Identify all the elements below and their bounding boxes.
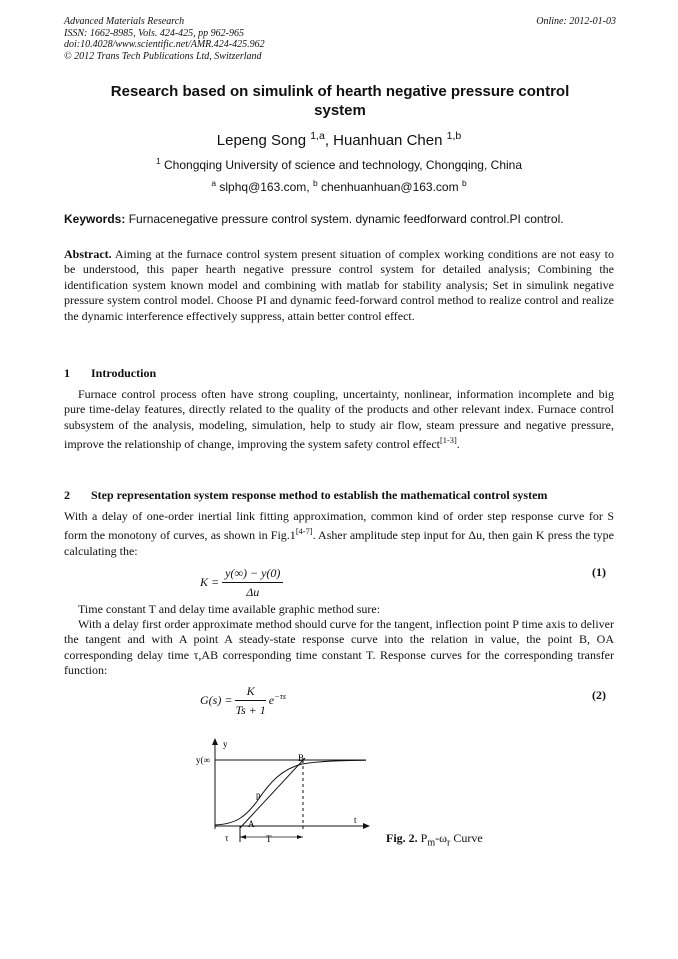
section-2-p1b: . Asher amplitude step input for Δu, then gain K press the type calculating the: <box>64 528 614 558</box>
caption-p: P <box>420 831 428 845</box>
eq1-fraction <box>222 566 283 600</box>
abstract-label: Abstract. <box>64 247 112 261</box>
author-1-sup: 1,a <box>310 130 325 142</box>
author-sep: , <box>324 132 334 149</box>
email-1: slphq@163.com <box>219 180 307 194</box>
author-2-sup: 1,b <box>446 130 462 142</box>
response-curve <box>215 760 366 825</box>
email-sup-a: a <box>211 178 217 188</box>
eq2-denominator: Ts + 1 <box>235 703 266 717</box>
authors <box>0 130 678 149</box>
section-2-heading <box>64 488 616 503</box>
paper-title: Research based on simulink of hearth negative pressure control system <box>110 83 570 119</box>
author-2: Huanhuan Chen <box>333 132 443 149</box>
equation-2 <box>200 684 286 718</box>
eq1-numerator: y(∞) − y(0) <box>222 566 283 583</box>
section-2-paragraph-1 <box>64 509 614 559</box>
section-2-paragraph-2: Time constant T and delay time available graphic method sure: <box>78 602 381 616</box>
eq2-numerator: K <box>235 684 265 701</box>
y-level-label: y(∞ <box>196 755 210 765</box>
section-2-number: 2 <box>64 488 70 502</box>
eq2-exp-base: e <box>268 692 275 707</box>
copyright: © 2012 Trans Tech Publications Ltd, Switzerland <box>64 50 262 62</box>
equation-1 <box>200 566 283 600</box>
email-sup-end: b <box>461 178 467 188</box>
point-b-label: B <box>298 753 305 763</box>
author-1: Lepeng Song <box>216 132 307 149</box>
eq1-label: (1) <box>592 565 606 579</box>
email-sep: , <box>306 180 313 194</box>
t-arrow-right <box>297 835 303 839</box>
email-2: chenhuanhuan@163.com <box>320 180 459 194</box>
section-2-paragraph-3: With a delay first order approximate method should curve for the tangent, inflection point P time axis to deliver the tangent and with A point A steady-state response curve into the relation in value, the point B, OA corresponding delay time τ,AB corresponding time constant T. Response curves for the corresponding transfer function: <box>64 617 614 678</box>
x-axis-label: t <box>354 815 357 825</box>
caption-omega: -ω <box>435 831 448 845</box>
point-a-label: A <box>248 819 255 829</box>
eq2-fraction <box>235 684 265 718</box>
section-1-number: 1 <box>64 366 70 380</box>
emails <box>0 178 678 194</box>
issn: ISSN: 1662-8985, Vols. 424-425, pp 962-965 <box>64 27 244 39</box>
t-label: T <box>266 834 272 844</box>
eq2-exponent: −τs <box>274 691 287 701</box>
eq1-denominator: Δu <box>246 585 260 599</box>
affiliation-sup: 1 <box>155 156 161 166</box>
eq2-lhs: G(s) = <box>200 692 233 707</box>
section-2-p1-ref: [4-7] <box>295 527 313 537</box>
y-axis-label: y <box>223 739 228 749</box>
journal-name: Advanced Materials Research <box>64 16 185 27</box>
figure-caption <box>386 831 483 848</box>
email-sup-b: b <box>312 178 318 188</box>
x-axis-arrow <box>363 823 370 829</box>
tau-label: τ <box>225 833 229 843</box>
t-arrow-left <box>240 835 246 839</box>
section-1-heading <box>64 366 616 381</box>
y-axis-arrow <box>212 738 218 745</box>
caption-curve: Curve <box>450 831 483 845</box>
doi: doi:10.4028/www.scientific.net/AMR.424-425.962 <box>64 39 265 50</box>
keywords <box>64 212 616 226</box>
tangent-line <box>240 758 305 828</box>
abstract-text: Aiming at the furnace control system present situation of complex working conditions are not easy to be understood, this paper hearth negative pressure control system for detailed analysis; Combining the identification system known model and combining with matlab for stability analysis; Set in simulink negative pressure system control model. Choose PI and dynamic feed-forward control method to realize control and realize the dynamic interference effectively suppress, attain better control effect. <box>64 247 614 323</box>
eq1-lhs: K = <box>200 574 220 589</box>
section-2-p1a: With a delay of one-order inertial link fitting approximation, common kind of order step response curve for S form the monotony of curves, as shown in Fig.1 <box>64 509 614 543</box>
affiliation <box>0 156 678 172</box>
section-1-text: Furnace control process often have strong coupling, uncertainty, nonlinear, information incomplete and big pure time-delay features, directly related to the quality of the products and other relevant index. Furnace control subsystem of the analysis, modeling, simulation, help to study air flow, steam pressure and negative pressure, improve the relationship of change, improving the system safety control effect <box>64 387 614 452</box>
journal-header <box>64 16 616 62</box>
affiliation-text: Chongqing University of science and technology, Chongqing, China <box>164 158 523 172</box>
caption-sub-m: m <box>427 837 436 849</box>
step-response-figure <box>190 736 380 848</box>
point-p-label: p <box>256 790 261 800</box>
caption-sub-r: r <box>447 837 451 849</box>
section-1-ref: [1-3] <box>440 436 457 446</box>
figure-caption-label: Fig. 2. <box>386 831 418 845</box>
eq2-label: (2) <box>592 688 606 702</box>
section-2-title: Step representation system response method to establish the mathematical control system <box>91 488 548 502</box>
section-1-body <box>64 387 614 453</box>
keywords-text: Furnacenegative pressure control system. dynamic feedforward control.PI control. <box>128 212 564 226</box>
section-1-title: Introduction <box>91 366 157 380</box>
keywords-label: Keywords: <box>64 212 126 226</box>
abstract <box>64 247 614 324</box>
online-date: Online: 2012-01-03 <box>536 16 616 27</box>
section-1-end: . <box>456 437 460 452</box>
